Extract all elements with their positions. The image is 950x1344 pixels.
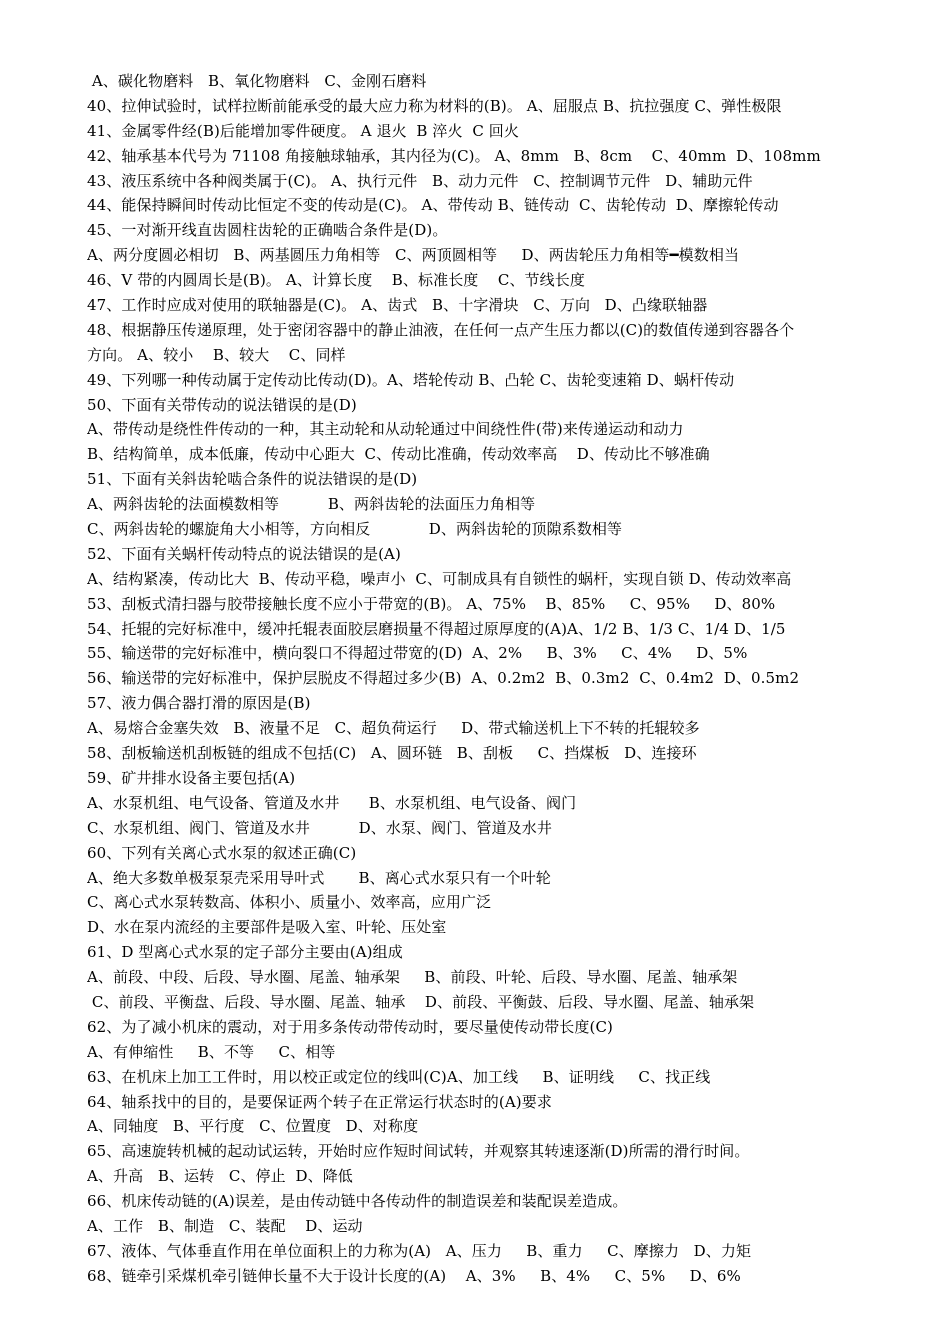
text-line: 67、液体、气体垂直作用在单位面积上的力称为(A) A、压力 B、重力 C、摩擦力 D、力矩 [87,1241,752,1260]
text-line: A、两斜齿轮的法面模数相等 B、两斜齿轮的法面压力角相等 [87,495,536,514]
text-line: 66、机床传动链的(A)误差，是由传动链中各传动件的制造误差和装配误差造成。 [87,1192,628,1211]
text-line: 57、液力偶合器打滑的原因是(B) [87,694,311,713]
text-line: 61、D 型离心式水泵的定子部分主要由(A)组成 [87,943,403,962]
text-line: A、两分度圆必相切 B、两基圆压力角相等 C、两顶圆相等 D、两齿轮压力角相等━模数相当 [87,246,740,265]
text-line: A、有伸缩性 B、不等 C、相等 [87,1042,336,1061]
text-line: 60、下列有关离心式水泵的叙述正确(C) [87,843,357,862]
text-line: A、升高 B、运转 C、停止 D、降低 [87,1167,353,1186]
text-line: A、水泵机组、电气设备、管道及水井 B、水泵机组、电气设备、阀门 [87,793,577,812]
text-line: A、碳化物磨料 B、氧化物磨料 C、金刚石磨料 [87,72,427,90]
text-line: C、两斜齿轮的螺旋角大小相等，方向相反 D、两斜齿轮的顶隙系数相等 [87,520,623,539]
text-line: 48、根据静压传递原理，处于密闭容器中的静止油液，在任何一点产生压力都以(C)的数值传递到容器各个 [87,320,795,339]
text-line: 68、链牵引采煤机牵引链伸长量不大于设计长度的(A) A、3% B、4% C、5% D、6% [87,1266,741,1285]
question-list [87,69,917,1289]
text-line: D、水在泵内流经的主要部件是吸入室、叶轮、压处室 [87,918,447,937]
text-line: B、结构简单，成本低廉，传动中心距大 C、传动比准确，传动效率高 D、传动比不够准确 [87,445,710,464]
text-line: 56、输送带的完好标准中，保护层脱皮不得超过多少(B) A、0.2m2 B、0.3m2 C、0.4m2 D、0.5m2 [87,669,800,688]
text-line: A、同轴度 B、平行度 C、位置度 D、对称度 [87,1117,419,1136]
text-line: 47、工作时应成对使用的联轴器是(C)。 A、齿式 B、十字滑块 C、万向 D、凸缘联轴器 [87,296,708,315]
text-line: 45、一对渐开线直齿圆柱齿轮的正确啮合条件是(D)。 [87,221,448,240]
text-line: 46、V 带的内圆周长是(B)。 A、计算长度 B、标准长度 C、节线长度 [87,271,585,290]
text-line: 50、下面有关带传动的说法错误的是(D) [87,395,357,414]
text-line: 65、高速旋转机械的起动试运转，开始时应作短时间试转，并观察其转速逐渐(D)所需的滑行时间。 [87,1142,750,1161]
text-line: 51、下面有关斜齿轮啮合条件的说法错误的是(D) [87,470,418,489]
text-line: A、易熔合金塞失效 B、液量不足 C、超负荷运行 D、带式输送机上下不转的托辊较多 [87,719,700,738]
text-line: 59、矿井排水设备主要包括(A) [87,768,296,787]
text-line: 49、下列哪一种传动属于定传动比传动(D)。A、塔轮传动 B、凸轮 C、齿轮变速箱 D、蜗杆传动 [87,370,735,389]
text-line: 54、托辊的完好标准中，缓冲托辊表面胶层磨损量不得超过原厚度的(A)A、1/2 B、1/3 C、1/4 D、1/5 [87,619,786,638]
text-line: 64、轴系找中的目的，是要保证两个转子在正常运行状态时的(A)要求 [87,1092,552,1111]
text-line: 44、能保持瞬间时传动比恒定不变的传动是(C)。 A、带传动 B、链传动 C、齿轮传动 D、摩擦轮传动 [87,196,779,215]
text-line: 53、刮板式清扫器与胶带接触长度不应小于带宽的(B)。 A、75% B、85% C、95% D、80% [87,594,776,613]
text-line: 63、在机床上加工工件时，用以校正或定位的线叫(C)A、加工线 B、证明线 C、找正线 [87,1067,711,1086]
text-line: 42、轴承基本代号为 71108 角接触球轴承，其内径为(C)。 A、8mm B、8cm C、40mm D、108mm [87,146,821,165]
text-line: C、离心式水泵转数高、体积小、质量小、效率高，应用广泛 [87,893,492,912]
text-line: A、前段、中段、后段、导水圈、尾盖、轴承架 B、前段、叶轮、后段、导水圈、尾盖、轴承架 [87,968,738,987]
text-line: 55、输送带的完好标准中，横向裂口不得超过带宽的(D) A、2% B、3% C、4% D、5% [87,644,748,663]
text-line: 58、刮板输送机刮板链的组成不包括(C) A、圆环链 B、刮板 C、挡煤板 D、连接环 [87,744,697,763]
text-line: C、前段、平衡盘、后段、导水圈、尾盖、轴承 D、前段、平衡鼓、后段、导水圈、尾盖、轴承架 [87,992,755,1011]
text-line: C、水泵机组、阀门、管道及水井 D、水泵、阀门、管道及水井 [87,818,552,837]
text-line: 62、为了减小机床的震动，对于用多条传动带传动时，要尽量使传动带长度(C) [87,1017,613,1036]
text-line: 52、下面有关蜗杆传动特点的说法错误的是(A) [87,544,401,563]
text-line: A、结构紧凑，传动比大 B、传动平稳，噪声小 C、可制成具有自锁性的蜗杆，实现自锁 D、传动效率高 [87,569,792,588]
text-line: A、工作 B、制造 C、装配 D、运动 [87,1216,363,1235]
text-line: 40、拉伸试验时，试样拉断前能承受的最大应力称为材料的(B)。 A、屈服点 B、抗拉强度 C、弹性极限 [87,96,782,115]
text-line: A、绝大多数单极泵泵壳采用导叶式 B、离心式水泵只有一个叶轮 [87,868,551,887]
text-line: A、带传动是绕性件传动的一种，其主动轮和从动轮通过中间绕性件(带)来传递运动和动力 [87,420,684,439]
text-line: 43、液压系统中各种阀类属于(C)。 A、执行元件 B、动力元件 C、控制调节元件 D、辅助元件 [87,171,753,190]
text-line: 41、金属零件经(B)后能增加零件硬度。 A 退火 B 淬火 C 回火 [87,121,519,140]
text-line: 方向。 A、较小 B、较大 C、同样 [87,345,346,364]
